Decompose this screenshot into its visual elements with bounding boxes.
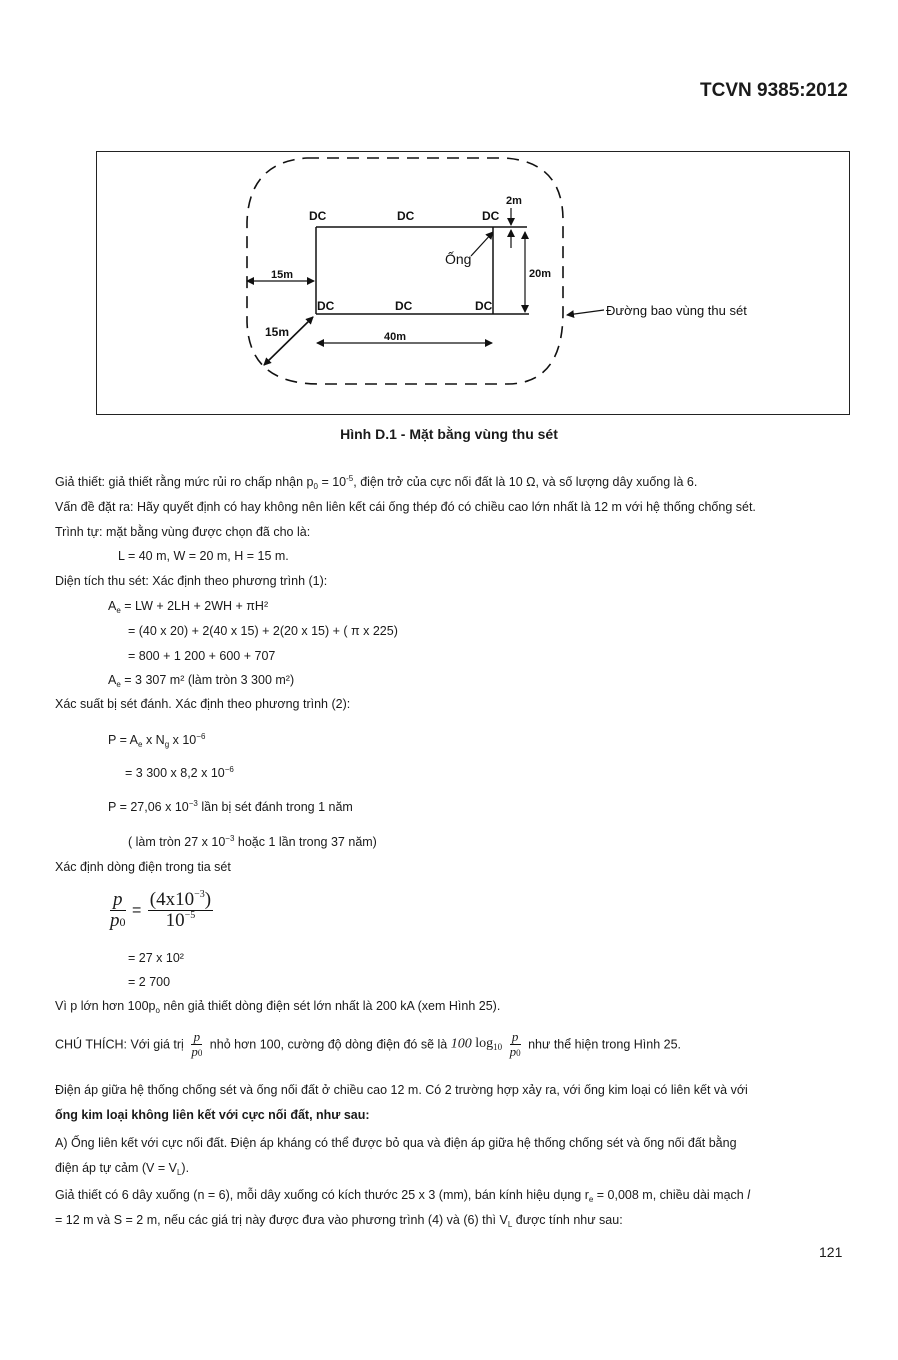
area-equation-4: $A_e = 3$ 307 m² (làm tròn 3 300 m²) (108, 673, 295, 689)
dc-label-bottom-mid: DC (395, 299, 413, 313)
case-a-line-1: A) Ống liên kết với cực nối đất. Điện áp kháng có thể được bỏ qua và điện áp giữa hệ thống chống sét và ống nối đất bằng (55, 1136, 737, 1150)
probability-equation-2: = 3 300 x 8,2 x $10^{-6}$ (125, 765, 234, 780)
dimensions-line: L = 40 m, W = 20 m, H = 15 m. (118, 549, 289, 563)
standard-code: TCVN 9385:2012 (700, 80, 848, 101)
pipe-label: Ống (445, 251, 472, 267)
area-equation-1: $A_e$ = LW + 2LH + 2WH + πH² (108, 599, 269, 615)
page-number: 121 (819, 1244, 843, 1260)
current-intro: Xác định dòng điện trong tia sét (55, 860, 231, 874)
dc-label-bottom-left: DC (317, 299, 335, 313)
figure-caption: Hình D.1 - Mặt bằng vùng thu sét (340, 426, 558, 442)
offset-label: 2m (506, 195, 522, 207)
result-2: = 2 700 (128, 975, 171, 989)
diagonal-distance-label: 15m (265, 325, 290, 339)
width-label: 20m (529, 268, 552, 280)
area-equation-2: = (40 x 20) + 2(40 x 15) + 2(20 x 15) + ( π x 225) (128, 624, 398, 638)
probability-intro: Xác suất bị sét đánh. Xác định theo phương trình (2): (55, 697, 351, 711)
probability-equation-3: P = 27,06 x $10^{-3}$ lần bị sét đánh trong 1 năm (108, 799, 353, 814)
area-equation-3: = 800 + 1 200 + 600 + 707 (128, 649, 276, 663)
because-line: Vì p lớn hơn $100p_o$ nên giả thiết dòng điện sét lớn nhất là 200 kA (xem Hình 25). (55, 999, 501, 1015)
collection-area-boundary (247, 158, 563, 384)
ratio-equation: $\frac{p}{p0}$ = $\frac{(4x10^{-3})}{10^{-5}}$ (110, 889, 212, 931)
voltage-line-2: ống kim loại không liên kết với cực nối đất, như sau: (55, 1108, 370, 1122)
procedure-line: Trình tự: mặt bằng vùng được chọn đã cho là: (55, 525, 311, 539)
left-distance-label: 15m (271, 269, 294, 281)
ratio-value: $\frac{(4x10^{-3})}{10^{-5}}$ (149, 889, 212, 931)
case-a-line-2: điện áp tự cảm $(V = V_L)$. (55, 1161, 190, 1177)
voltage-line-1: Điện áp giữa hệ thống chống sét và ống nối đất ở chiều cao 12 m. Có 2 trường hợp xảy ra, với ống kim loại có liên kết và với (55, 1083, 748, 1097)
figure-frame (96, 151, 850, 415)
area-intro: Diện tích thu sét: Xác định theo phương trình (1): (55, 574, 328, 588)
assumption-line: Giả thiết: giả thiết rằng mức rủi ro chấp nhận $p_0 = 10^{-5}$, điện trở của cực nối đất là 10 Ω, và số lượng dây xuống là 6. (55, 474, 698, 491)
probability-equation-1: $P = A_e$ x $N_g$ x $10^{-6}$ (108, 732, 206, 749)
dc-label-bottom-right: DC (475, 299, 493, 313)
ratio-p-over-p0: $\frac{p}{p0}$ (110, 889, 126, 931)
assumption2-line-1: Giả thiết có 6 dây xuống (n = 6), mỗi dây xuống có kích thước 25 x 3 (mm), bán kính hiệu dụng $r_e = 0,008$ m, chiều dài mạch l (55, 1188, 750, 1204)
boundary-label: Đường bao vùng thu sét (606, 303, 747, 318)
dc-label-top-left: DC (309, 209, 327, 223)
note-fraction-1: $\frac{p}{p0}$ (191, 1029, 203, 1059)
note-fraction-2: $\frac{p}{p0}$ (509, 1029, 521, 1059)
probability-rounding: ( làm tròn 27 x $10^{-3}$ hoặc 1 lần trong 37 năm) (128, 834, 377, 849)
dc-label-top-mid: DC (397, 209, 415, 223)
problem-line: Vấn đề đặt ra: Hãy quyết định có hay không nên liên kết cái ống thép đó có chiều cao lớn nhất là 12 m với hệ thống chống sét. (55, 500, 756, 514)
result-1: = 27 x 10² (128, 951, 184, 965)
lightning-zone-diagram (97, 152, 851, 416)
note-line: CHÚ THÍCH: Với giá trị $\frac{p}{p0}$ nhỏ hơn 100, cường độ dòng điện đó sẽ là 100 $\log_{10}$ $\frac{p}{p0}$ như thể hiện trong Hình 25. (55, 1029, 681, 1059)
dc-label-top-right: DC (482, 209, 500, 223)
assumption2-line-2: = 12 m và S = 2 m, nếu các giá trị này được đưa vào phương trình (4) và (6) thì $V_L$ được tính như sau: (55, 1213, 623, 1229)
length-label: 40m (384, 331, 407, 343)
